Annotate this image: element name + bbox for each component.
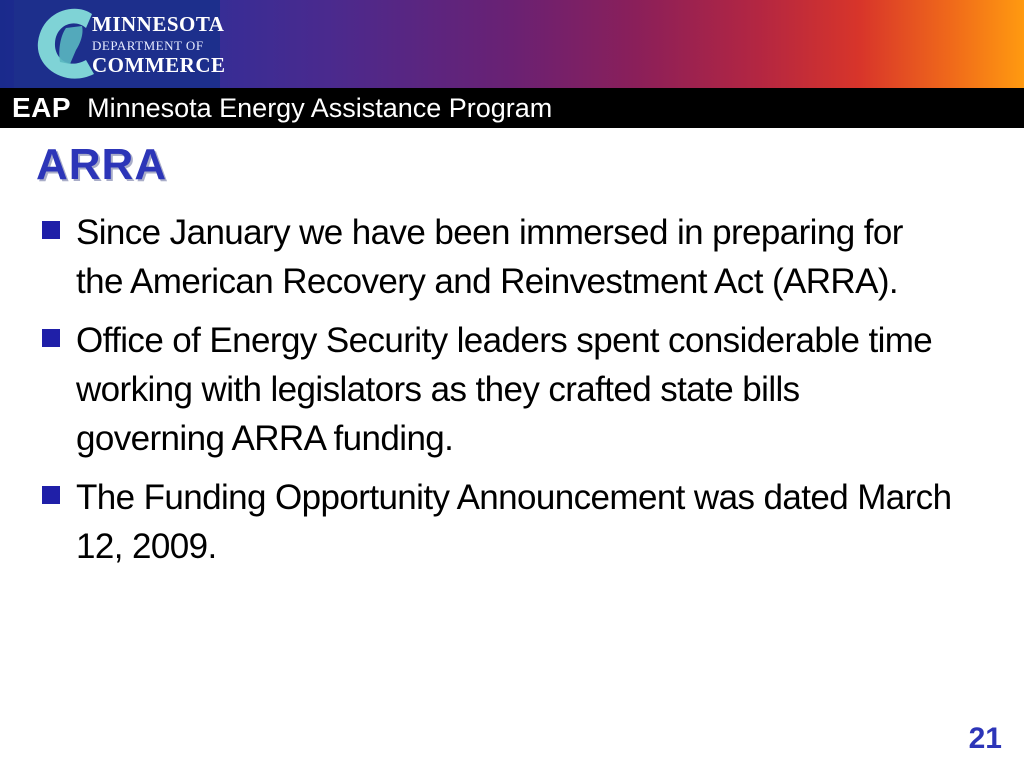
bullet-text: Office of Energy Security leaders spent considerable time working with legislators as they crafted state bills governing ARRA funding. xyxy=(76,321,933,458)
page-number: 21 xyxy=(968,722,1002,755)
square-bullet-icon xyxy=(42,221,60,239)
program-title: Minnesota Energy Assistance Program xyxy=(87,92,553,123)
square-bullet-icon xyxy=(42,329,60,347)
logo-line-commerce: COMMERCE xyxy=(92,53,226,77)
slide-heading: ARRA xyxy=(36,140,168,189)
program-title-bar xyxy=(0,88,1024,128)
logo-wordmark xyxy=(92,14,226,76)
logo-line-minnesota: MINNESOTA xyxy=(92,12,225,36)
bullet-text: Since January we have been immersed in preparing for the American Recovery and Reinvestment Act (ARRA). xyxy=(76,213,903,301)
program-abbreviation: EAP xyxy=(12,92,72,123)
bullet-text: The Funding Opportunity Announcement was dated March 12, 2009. xyxy=(76,478,952,566)
logo-line-department: DEPARTMENT OF xyxy=(92,38,204,53)
bullet-item xyxy=(42,208,952,306)
bullet-item xyxy=(42,316,952,463)
bullet-list xyxy=(42,208,952,581)
commerce-logo xyxy=(14,0,226,88)
square-bullet-icon xyxy=(42,486,60,504)
bullet-item xyxy=(42,473,952,571)
